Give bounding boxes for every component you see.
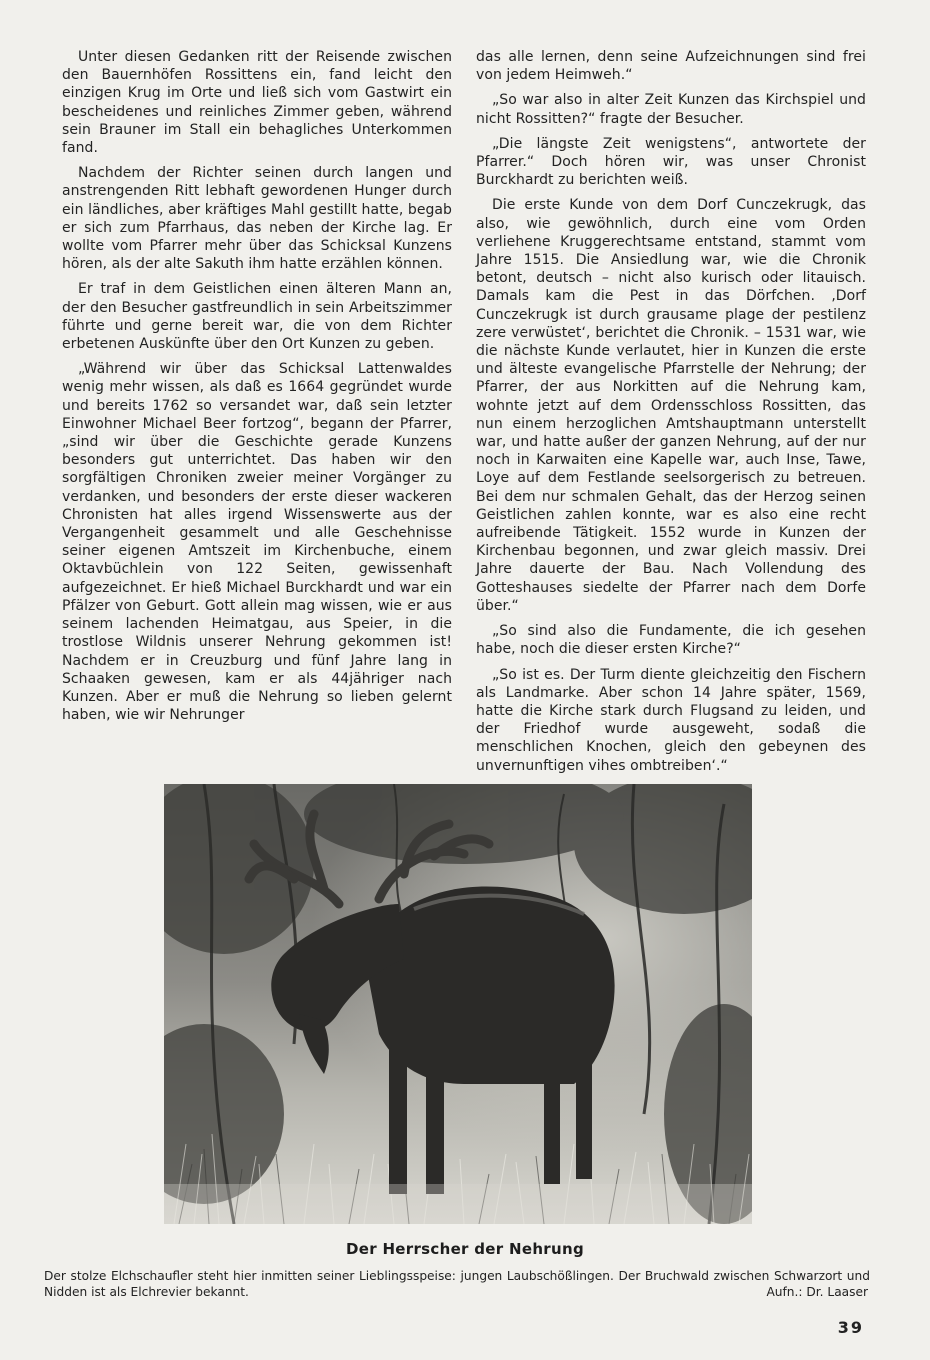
paragraph: Nachdem der Richter seinen durch langen und anstrengenden Ritt lebhaft gewordenen Hunger durch ein ländliches, aber kräftiges Mahl gestillt hatte, begab er sich zum Pfarrhaus, das neben der Kirche lag. Er wollte vom Pfarrer mehr über das Schicksal Kunzens hören, als der alte Sakuth ihm hatte erzählen können. (62, 165, 452, 273)
paragraph: „So war also in alter Zeit Kunzen das Kirchspiel und nicht Rossitten?“ fragte der Besucher. (476, 92, 866, 127)
left-text-column (62, 48, 452, 731)
paragraph: „So ist es. Der Turm diente gleichzeitig den Fischern als Landmarke. Aber schon 14 Jahre später, 1569, hatte die Kirche stark durch Flugsand zu leiden, und der Friedhof wurde ausgeweht, sodaß die menschlichen Knochen, gleich den gebeynen des unvernunftigen vihes ombtreiben‘.“ (476, 666, 866, 774)
paragraph: „Die längste Zeit wenigstens“, antwortete der Pfarrer.“ Doch hören wir, was unser Chronist Burckhardt zu berichten weiß. (476, 135, 866, 189)
paragraph: „Während wir über das Schicksal Lattenwaldes wenig mehr wissen, als daß es 1664 gegründet wurde und bereits 1762 so versandet war, daß sein letzter Einwohner Michael Beer fortzog“, begann der Pfarrer, „sind wir über die Geschichte gerade Kunzens besonders gut unterrichtet. Das haben wir den sorgfältigen Chroniken zweier meiner Vorgänger zu verdanken, und besonders der erste dieser wackeren Chronisten hat alles irgend Wissenswerte aus der Vergangenheit gesammelt und alle Geschehnisse seiner eigenen Amtszeit im Kirchenbuche, einem Oktavbüchlein von 122 Seiten, gewissenhaft aufgezeichnet. Er hieß Michael Burckhardt und war ein Pfälzer von Geburt. Gott allein mag wissen, wie er aus seinem lachenden Heimatgau, aus Speier, in die trostlose Wildnis unserer Nehrung gekommen ist! Nachdem er in Creuzburg und fünf Jahre lang in Schaaken gewesen, kam er als 44jähriger nach Kunzen. Aber er muß die Nehrung so lieben gelernt haben, wie wir Nehrunger (62, 361, 452, 724)
page-number: 39 (837, 1318, 864, 1337)
paragraph: Unter diesen Gedanken ritt der Reisende zwischen den Bauernhöfen Rossittens ein, fand leicht den einzigen Krug im Orte und ließ sich vom Gastwirt ein bescheidenes und reinliches Zimmer geben, während sein Brauner im Stall ein behagliches Unterkommen fand. (62, 49, 452, 157)
moose-photo (164, 784, 752, 1224)
moose-illustration (164, 784, 752, 1224)
paragraph: „So sind also die Fundamente, die ich gesehen habe, noch die dieser ersten Kirche?“ (476, 623, 866, 658)
paragraph: das alle lernen, denn seine Aufzeichnungen sind frei von jedem Heimweh.“ (476, 49, 866, 84)
caption-title: Der Herrscher der Nehrung (346, 1240, 584, 1258)
right-text-column (476, 48, 866, 782)
paragraph: Er traf in dem Geistlichen einen älteren Mann an, der den Besucher gastfreundlich in sein Arbeitszimmer führte und gerne bereit war, die von dem Richter erbetenen Auskünfte über den Ort Kunzen zu geben. (62, 281, 452, 353)
paragraph: Die erste Kunde von dem Dorf Cunczekrugk, das also, wie gewöhnlich, durch eine vom Orden verliehene Kruggerechtsame entstand, stammt vom Jahre 1515. Die Ansiedlung war, wie die Chronik betont, deutsch – nicht also kurisch oder litauisch. Damals kam die Pest in das Dörfchen. ‚Dorf Cunczekrugk ist durch grausame plage der pestilenz zere verwüstet‘, berichtet die Chronik. – 1531 war, wie die nächste Kunde verlautet, hier in Kunzen die erste und älteste evangelische Pfarrstelle der Nehrung; der Pfarrer, der aus Norkitten auf die Nehrung kam, wohnte jetzt auf dem Ordensschloss Rossitten, das nun einem herzoglichen Amtshauptmann unterstellt war, und hatte außer der ganzen Nehrung, auf der nur noch in Karwaiten eine Kapelle war, auch Inse, Tawe, Loye auf dem Festlande seelsorgerisch zu betreuen. Bei dem nur schmalen Gehalt, das der Herzog seinen Geistlichen zahlen konnte, war es also eine recht aufreibende Tätigkeit. 1552 wurde in Kunzen der Kirchenbau begonnen, und zwar gleich massiv. Drei Jahre dauerte der Bau. Nach Vollendung des Gotteshauses siedelte der Pfarrer nach dem Dorfe über.“ (476, 197, 866, 614)
photo-credit: Aufn.: Dr. Laaser (766, 1285, 868, 1299)
caption-text: Der stolze Elchschaufler steht hier inmitten seiner Lieblingsspeise: jungen Laubschößlingen. Der Bruchwald zwischen Schwarzort und Nidden ist als Elchrevier bekannt. (44, 1269, 870, 1299)
